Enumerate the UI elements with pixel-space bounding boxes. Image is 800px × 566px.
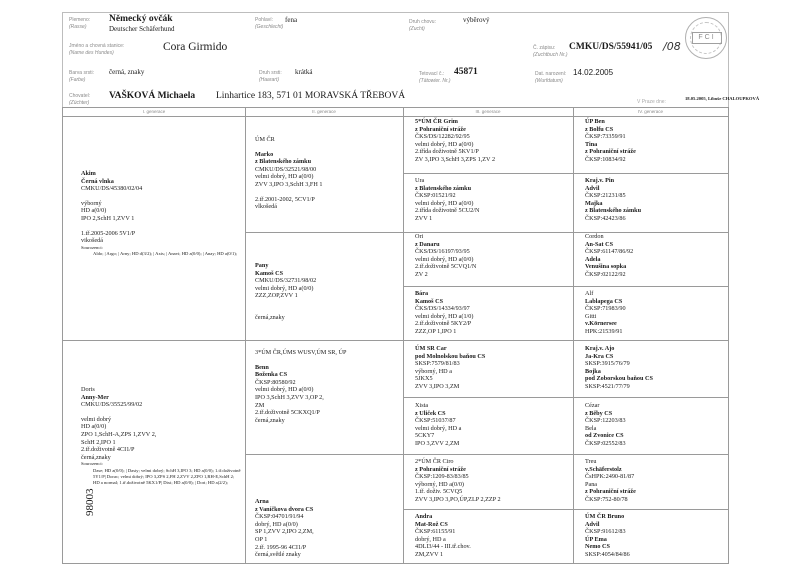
sex-value: fena <box>285 16 298 24</box>
dog-info: 2.tř.doživotně 5KY2/P <box>415 320 472 328</box>
dog-info: ZM <box>255 401 265 409</box>
dog-info: velmi dobrý, HD a(0/0) <box>415 199 474 207</box>
row-divider <box>403 173 728 174</box>
dog-info: ZZZ,OP 1,IPO 1 <box>415 327 457 335</box>
dog-info: černá,světlé znaky <box>255 551 301 559</box>
dog-info: ZZZ,ZOP,ZVV 1 <box>255 292 298 300</box>
dog-info: velmi dobrý, HD a <box>415 424 462 432</box>
dog-registration: ČKSP:04701/91/94 <box>255 513 304 521</box>
dog-info: černá,znaky <box>255 416 285 424</box>
gen3-dog <box>415 177 571 223</box>
tattoo-label <box>419 71 451 85</box>
dog-info: velmi dobrý <box>81 415 112 423</box>
dog-registration: ČKSP:12203/83 <box>585 417 626 425</box>
dog-kennel: pod Zoborskou baňou CS <box>585 375 653 383</box>
dog-name: ÚM ČR Bruno <box>585 513 625 520</box>
dog-registration: ČKS/DS/12282/92/95 <box>415 133 470 141</box>
dog-name: Andra <box>415 513 433 520</box>
dog-kennel: v.Schäferstolz <box>585 465 622 473</box>
dog-name: Cordon <box>585 233 604 240</box>
sex-label-de: (Geschlecht) <box>255 24 284 30</box>
dog-registration: ČKSP:02122/92 <box>585 270 626 278</box>
dog-kennel: z Uliček CS <box>415 409 446 417</box>
dog-registration: CMKU/DS/32521/98/00 <box>255 165 317 173</box>
dog-kennel: Advil <box>585 184 600 192</box>
gen3-dog <box>415 458 571 504</box>
dog-registration: ČKSP:21231/85 <box>585 192 626 200</box>
color-value: černá, znaky <box>109 68 145 76</box>
dog-info: 1.tř.2005-2006 5V1/P <box>81 229 136 237</box>
siblings-list: Aldo; | Argo; | Arny; HD d(3/2); | Axis; | Anavi; HD a(0/0); | Anay; HD a(0/1); <box>93 250 238 256</box>
dog-kennel: Nemo CS <box>585 543 610 551</box>
dog-kennel: Boženka CS <box>255 371 288 379</box>
gen4-pair <box>585 233 725 279</box>
sex-label-cz: Pohlaví: <box>255 17 274 23</box>
dog-info: HD a(0/0) <box>81 207 107 215</box>
dog-info: dobrý, HD a(0/0) <box>255 520 298 528</box>
dog-registration: SKSP:4521/77/79 <box>585 382 630 390</box>
dog-info: ZV 3,IPO 3,SchH 3,ZPS 1,ZV 2 <box>415 155 496 163</box>
breeding-type-label-de: (Zucht) <box>409 26 425 32</box>
coat-value: krátká <box>295 68 313 76</box>
dog-registration: ČKS/DS/14334/93/97 <box>415 305 470 313</box>
fci-logo-text: FCI <box>692 32 722 44</box>
dog-registration: ČKSP:80580/92 <box>255 378 296 386</box>
column-divider <box>573 108 574 563</box>
sex-label <box>255 17 283 31</box>
dog-kennel: Černá vlnka <box>81 177 114 185</box>
dog-registration: ČsHPK:2490-81/87 <box>585 473 635 481</box>
stud-book-label <box>533 45 568 59</box>
dog-name: Ura <box>415 177 425 184</box>
dog-name: Kraj.v. Ajo <box>585 345 615 352</box>
gen1-dam <box>81 386 241 487</box>
dog-name: Majka <box>585 199 603 207</box>
dog-name: Bela <box>585 424 597 432</box>
dog-kennel: Anny-Mer <box>81 393 109 401</box>
dog-name: Tina <box>585 140 598 148</box>
dog-name-label-cz: Jméno a chovná stanice: <box>69 43 125 49</box>
dog-name: Bojka <box>585 367 601 375</box>
birth-date-label-cz: Dat. narození: <box>535 71 567 77</box>
dog-registration: SKSP:7579/81/83 <box>415 360 460 368</box>
dog-info: černá,znaky <box>81 453 111 461</box>
dog-info: 2.tř.doživotně 5CKXQ1/P <box>255 409 320 417</box>
gen2-dog <box>255 136 400 211</box>
dog-info: velmi dobrý, HD a(1/0) <box>415 312 474 320</box>
dog-name: ÚM SR Car <box>415 345 447 352</box>
dog-info: ZVV 3,IPO 3,SchH 3,FH 1 <box>255 180 323 188</box>
gen3-dog <box>415 345 571 391</box>
dog-info: 2.tř.2001-2002, 5CV1/P <box>255 195 315 203</box>
dog-info: ZPO 1,SchH-A,ZPS 1,ZVV 2, <box>81 430 157 438</box>
gen1-sire <box>81 170 241 257</box>
stud-book-label-cz: Č. zápisu: <box>533 45 556 51</box>
dog-registration: ČKSP:71983/90 <box>585 305 626 313</box>
dog-kennel: v.Körnersee <box>585 320 617 328</box>
dog-kennel: pod Molnolskou baňou CS <box>415 352 486 360</box>
gen3-dog <box>415 233 571 279</box>
gen2-dog <box>255 498 400 559</box>
dog-registration: ČKSP:752-80/78 <box>585 495 628 503</box>
dog-registration: ČKSP:01521/92 <box>415 192 456 200</box>
dog-name: Marko <box>255 150 274 158</box>
dog-name: Akim <box>81 170 96 177</box>
dog-kennel: z Blatenského zámku <box>585 207 642 215</box>
generation-header-1: I. generace <box>63 108 245 117</box>
breed-value-cz: Německý ovčák <box>109 14 173 24</box>
stud-book-value: CMKU/DS/55941/05 <box>569 42 653 52</box>
gen4-pair <box>585 290 725 336</box>
dog-registration: CMKU/DS/32731/98/02 <box>255 277 317 285</box>
siblings-label: Sourozenci: <box>81 461 103 467</box>
breeding-type-label-cz: Druh chovu: <box>409 19 436 25</box>
dog-name: Pana <box>585 480 598 488</box>
dog-info: SP 1,ZVV 2,IPO 2,ZM, <box>255 528 314 536</box>
dog-name: Cézar <box>585 402 600 409</box>
dog-registration: ČKSP:42423/86 <box>585 214 626 222</box>
breeder-label <box>69 93 90 107</box>
dog-info: HD a(0/0) <box>81 423 107 431</box>
gen3-dog <box>415 513 571 559</box>
dog-name-label-de: (Name des Hundes) <box>69 50 114 56</box>
pedigree-header <box>62 12 760 107</box>
color-label <box>69 70 94 84</box>
dog-kennel: An-Sat CS <box>585 240 614 248</box>
coat-label <box>259 70 282 84</box>
siblings-list: Dase; HD a(0/0); | Dasty; velmi dobrý; SchH 3,IPO 3; HD a(0/0); 1.tř.doživotně 5Y1/P| Dorac; velmi dobrý; IPO 3,ZPS 2,FH 2,ZVV 2,ZPO 1,RH-E,SchH 2; HD a normal; 1.tř.doživotně 5KX1/P| Dixi; HD a(0/0); | Dori; HD a(2/2); <box>93 467 241 486</box>
dog-name: Bára <box>415 290 429 297</box>
gen4-pair <box>585 458 725 504</box>
siblings-label: Sourozenci: <box>81 244 103 250</box>
dog-info: velmi dobrý, HD a(0/0) <box>415 140 474 148</box>
dog-name: Ori <box>415 233 424 240</box>
document-number-stamp: 98003 <box>84 488 96 516</box>
dog-info: ZVV 3,IPO 3,ZM <box>415 382 460 390</box>
dog-registration: HPK:21539/91 <box>585 327 623 335</box>
breeding-type-label <box>409 19 436 33</box>
dog-info: SchH 2,IPO 1 <box>81 438 116 446</box>
dog-kennel: z Pohraniční stráže <box>585 148 636 156</box>
dog-info: 5CKY7 <box>415 432 435 440</box>
dog-info: výborný, HD a <box>415 367 452 375</box>
dog-registration: ČKS/DS/16197/93/95 <box>415 248 470 256</box>
dog-info: IPO 2,SchH 1,ZVV 1 <box>81 214 135 222</box>
gen3-dog <box>415 290 571 336</box>
breeder-name: VAŠKOVÁ Michaela <box>109 91 196 101</box>
birth-date-label <box>535 71 566 85</box>
dog-registration: ČKSP:51037/87 <box>415 417 456 425</box>
breeder-label-de: (Züchter) <box>69 100 90 106</box>
dog-name: Adela <box>585 255 601 263</box>
dog-kennel: z Danaru <box>415 240 440 248</box>
gen4-pair <box>585 118 725 164</box>
dog-kennel: z Bolfu CS <box>585 125 614 133</box>
dog-kennel: Advil <box>585 520 600 528</box>
row-divider <box>63 340 728 341</box>
gen4-pair <box>585 345 725 391</box>
dog-name: 2*ÚM ČR Ciro <box>415 458 454 465</box>
dog-info: vikošedá <box>81 237 103 245</box>
dog-registration: ČKSP:61155/91 <box>415 528 456 536</box>
gen2-dog <box>255 349 400 424</box>
column-divider <box>403 108 404 563</box>
dog-registration: SKSP:3915/76/79 <box>585 360 630 368</box>
breed-label-de: (Rasse) <box>69 24 87 30</box>
dog-registration: ČKSP:02552/83 <box>585 439 626 447</box>
dog-kennel: z Běby CS <box>585 409 613 417</box>
issued-label: V Praze dne: <box>637 99 666 105</box>
birth-date-value: 14.02.2005 <box>573 68 614 77</box>
dog-info: velmi dobrý, HD a(0/0) <box>255 386 314 394</box>
dog-info: velmi dobrý, HD a(0/0) <box>255 284 314 292</box>
dog-info: velmi dobrý, HD a(0/0) <box>415 255 474 263</box>
color-label-de: (Farbe) <box>69 77 86 83</box>
dog-info: OP 1 <box>255 535 268 543</box>
row-divider <box>403 509 728 510</box>
dog-registration: SKSP:4054/84/86 <box>585 550 630 558</box>
dog-name: ÚP Ema <box>585 535 607 543</box>
dog-title: 3*ÚM ČR,ÚMS WUSV,ÚM SR, ÚP <box>255 349 347 356</box>
dog-info: černá,znaky <box>255 313 285 321</box>
dog-info: ZM,ZVV 1 <box>415 550 444 558</box>
issued-value: 18.05.2005, Libuše CHALOUPKOVÁ <box>685 96 760 101</box>
dog-info: 2.tř. 1995-96 4CI1/P <box>255 543 307 551</box>
dog-info: ZVV 3,IPO 3,PO,ÚP,ZLP 2,ZZP 2 <box>415 495 501 503</box>
dog-info: vlkošedá <box>255 203 277 211</box>
column-divider <box>245 108 246 563</box>
dog-name: Kraj.v. Pin <box>585 177 615 184</box>
gen3-dog <box>415 118 571 164</box>
dog-name: Doris <box>81 386 95 393</box>
dog-info: 5JKX5 <box>415 375 433 383</box>
pedigree-table <box>62 107 729 564</box>
dog-kennel: Mat-Rož CS <box>415 520 448 528</box>
tattoo-value: 45871 <box>454 67 478 77</box>
generation-header-3: III. generace <box>403 108 573 117</box>
breeding-type-value: výběrový <box>463 16 490 24</box>
generation-header-2: II. generace <box>245 108 403 117</box>
dog-name: Xista <box>415 402 429 409</box>
birth-date-label-de: (Wurfdatum) <box>535 78 563 84</box>
generation-header-4: IV. generace <box>573 108 728 117</box>
dog-kennel: z Blatenského zámku <box>415 184 472 192</box>
coat-label-de: (Haarart) <box>259 77 280 83</box>
breeder-address: Linhartice 183, 571 01 MORAVSKÁ TŘEBOVÁ <box>216 91 406 101</box>
breed-label-cz: Plemeno: <box>69 17 91 23</box>
dog-info: výborný, HD a(0/0) <box>415 480 464 488</box>
dog-name: Pany <box>255 262 269 269</box>
dog-kennel: Ja-Kra CS <box>585 352 614 360</box>
dog-name: ÚP Ben <box>585 118 605 125</box>
fci-logo <box>685 17 727 59</box>
dog-name-value: Cora Girmido <box>163 41 228 53</box>
dog-registration: ČKSP:91612/83 <box>585 528 626 536</box>
row-divider <box>403 397 728 398</box>
dog-kennel: z Pohraniční stráže <box>415 125 466 133</box>
gen4-pair <box>585 402 725 448</box>
handwritten-note: /08 <box>663 40 681 53</box>
dog-title: ÚM ČR <box>255 136 275 143</box>
dog-kennel: z Vaníčkova dvora CS <box>255 505 314 513</box>
dog-kennel: Kamoš CS <box>255 269 284 277</box>
dog-name: Alf <box>585 290 594 297</box>
gen4-pair <box>585 177 725 223</box>
dog-info: 1.tř. doživ. 5CVQ5 <box>415 488 463 496</box>
dog-info: 4DLI3/44 - III.tř.chov. <box>415 543 471 551</box>
dog-info: IPO 3,SchH 3,ZVV 3,OP 2, <box>255 393 324 401</box>
tattoo-label-de: (Tätowier. Nr.) <box>419 78 451 84</box>
breed-value-de: Deutscher Schäferhund <box>109 25 175 33</box>
row-divider <box>403 286 728 287</box>
dog-kennel: Kamoš CS <box>415 297 444 305</box>
gen3-dog <box>415 402 571 448</box>
dog-kennel: z Pohraniční stráže <box>585 488 636 496</box>
dog-info: velmi dobrý, HD a(0/0) <box>255 173 314 181</box>
dog-name-label <box>69 43 124 57</box>
dog-info: 2.tř.doživotně 5CVQ1/N <box>415 263 477 271</box>
dog-name: Gitti <box>585 312 597 320</box>
dog-kennel: z Blatenského zámku <box>255 158 312 166</box>
row-divider <box>245 454 728 455</box>
dog-registration: CMKU/DS/35525/99/02 <box>81 401 143 409</box>
dog-name: Treu <box>585 458 597 465</box>
dog-registration: CMKU/DS/45380/02/04 <box>81 185 143 193</box>
coat-label-cz: Druh srsti: <box>259 70 282 76</box>
pedigree-sheet <box>62 12 760 564</box>
dog-name: 5*ÚM ČR Grim <box>415 118 458 125</box>
dog-kennel: Lablapega CS <box>585 297 623 305</box>
dog-info: ZVV 1 <box>415 214 433 222</box>
breed-label <box>69 17 90 31</box>
dog-info: ZV 2 <box>415 270 428 278</box>
dog-registration: ČKSP:1209-83/83/85 <box>415 473 469 481</box>
dog-info: IPO 3,ZVV 2,ZM <box>415 439 460 447</box>
dog-kennel: Venušina sopka <box>585 263 627 271</box>
dog-info: 2.třída doživotně 5KV1/P <box>415 148 479 156</box>
breeder-label-cz: Chovatel: <box>69 93 91 99</box>
stud-book-label-de: (Zuchtbuch Nr.) <box>533 52 568 58</box>
dog-info: výborný <box>81 199 102 207</box>
dog-name: Benn <box>255 363 269 371</box>
dog-name: Arna <box>255 498 269 505</box>
dog-info: 2.tř.doživotně 4CI1/P <box>81 446 135 454</box>
color-label-cz: Barva srsti: <box>69 70 95 76</box>
dog-info: 2.třída doživotně 5CU2/N <box>415 207 480 215</box>
dog-kennel: od Zvonice CS <box>585 432 624 440</box>
dog-registration: ČKSP:73359/91 <box>585 133 626 141</box>
dog-registration: ČKSP:61147/86/92 <box>585 248 634 256</box>
gen2-dog <box>255 262 400 322</box>
dog-info: dobrý, HD a <box>415 535 446 543</box>
dog-kennel: z Pohraniční stráže <box>415 465 466 473</box>
gen4-pair <box>585 513 725 559</box>
tattoo-label-cz: Tetovací č.: <box>419 71 445 77</box>
dog-registration: ČKSP:10834/92 <box>585 155 626 163</box>
